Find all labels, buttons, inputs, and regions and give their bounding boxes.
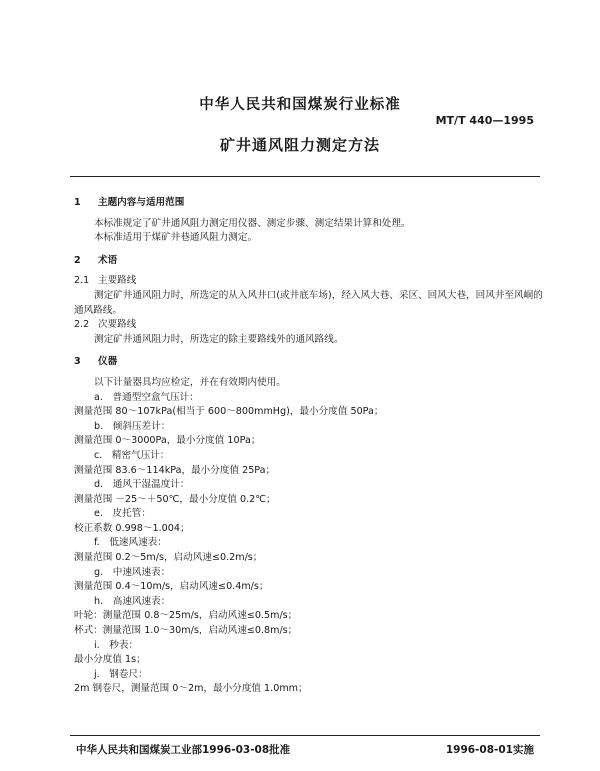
instrument-spec: 测量范围 －25～＋50℃，最小分度值 0.2℃；: [74, 493, 276, 505]
instrument-label: h. 高速风速表：: [94, 595, 171, 607]
implementation-date: 1996-08-01实施: [445, 744, 534, 756]
issuing-organization: 中华人民共和国煤炭行业标准: [199, 97, 401, 113]
standard-code: MT/T 440—1995: [435, 114, 534, 127]
subsection-2-2-text: 测定矿井通风阻力时，所选定的除主要路线外的通风路线。: [94, 333, 344, 345]
instrument-spec: 测量范围 0.4～10m/s，启动风速≤0.4m/s；: [74, 581, 269, 593]
instrument-spec: 测量范围 83.6～114kPa，最小分度值 25Pa；: [74, 464, 276, 476]
footer-divider: [70, 735, 540, 736]
header-divider: [70, 176, 540, 177]
instrument-list: [74, 391, 550, 697]
section-3-intro: 以下计量器具均应检定，并在有效期内使用。: [94, 376, 286, 388]
section-1-heading: [74, 196, 550, 211]
subsection-number: 2.2: [74, 319, 90, 331]
instrument-label: i. 秒表：: [94, 639, 139, 651]
subsection-number: 2.1: [74, 275, 90, 287]
subsection-title: 次要路线: [98, 319, 137, 331]
approval-statement: 中华人民共和国煤炭工业部1996-03-08批准: [76, 744, 291, 756]
document-body: [74, 194, 550, 697]
instrument-spec: 测量范围 0～3000Pa，最小分度值 10Pa；: [74, 435, 261, 447]
instrument-spec: 2m 钢卷尺，测量范围 0～2m，最小分度值 1.0mm；: [74, 683, 308, 695]
section-title: 术语: [98, 254, 118, 266]
subsection-2-1-text: 测定矿井通风阻力时，所选定的从入风井口(或井底车场)，经入风大巷、采区、回风大巷，回风井至风峒的通风路线。: [74, 289, 543, 316]
instrument-spec: 杯式：测量范围 1.0～30m/s，启动风速≤0.8m/s；: [74, 625, 298, 637]
instrument-label: b. 倾斜压差计：: [94, 420, 171, 432]
instrument-label: a. 普通型空盒气压计：: [94, 391, 199, 403]
section-title: 仪器: [98, 356, 118, 368]
section-number: 2: [74, 254, 81, 266]
section-number: 1: [74, 197, 81, 208]
section-3-heading: [74, 355, 550, 370]
instrument-spec: 测量范围 80～107kPa(相当于 600～800mmHg)，最小分度值 50Pa；: [74, 406, 384, 418]
document-title: 矿井通风阻力测定方法: [219, 136, 380, 154]
section-number: 3: [74, 356, 81, 368]
instrument-label: c. 精密气压计：: [94, 449, 170, 461]
section-1-paragraph-1: 本标准规定了矿井通风阻力测定用仪器、测定步骤、测定结果计算和处理。: [94, 217, 411, 229]
instrument-spec: 最小分度值 1s；: [74, 654, 146, 666]
instrument-label: d. 通风干湿温度计：: [94, 479, 190, 491]
instrument-spec: 测量范围 0.2～5m/s，启动风速≤0.2m/s；: [74, 552, 263, 564]
subsection-title: 主要路线: [98, 275, 137, 287]
instrument-label: e. 皮托管：: [94, 508, 151, 520]
instrument-label: f. 低速风速表：: [94, 537, 167, 549]
instrument-label: g. 中速风速表：: [94, 566, 171, 578]
instrument-spec: 叶轮：测量范围 0.8～25m/s，启动风速≤0.5m/s；: [74, 610, 298, 622]
section-2-heading: [74, 254, 550, 269]
section-1-paragraph-2: 本标准适用于煤矿井巷通风阻力测定。: [94, 232, 258, 244]
instrument-spec: 校正系数 0.998～1.004；: [74, 522, 190, 534]
section-title: 主题内容与适用范围: [98, 197, 185, 208]
instrument-label: j. 钢卷尺：: [94, 668, 148, 680]
subsection-2-1-heading: [74, 274, 550, 289]
subsection-2-2-heading: [74, 318, 550, 333]
